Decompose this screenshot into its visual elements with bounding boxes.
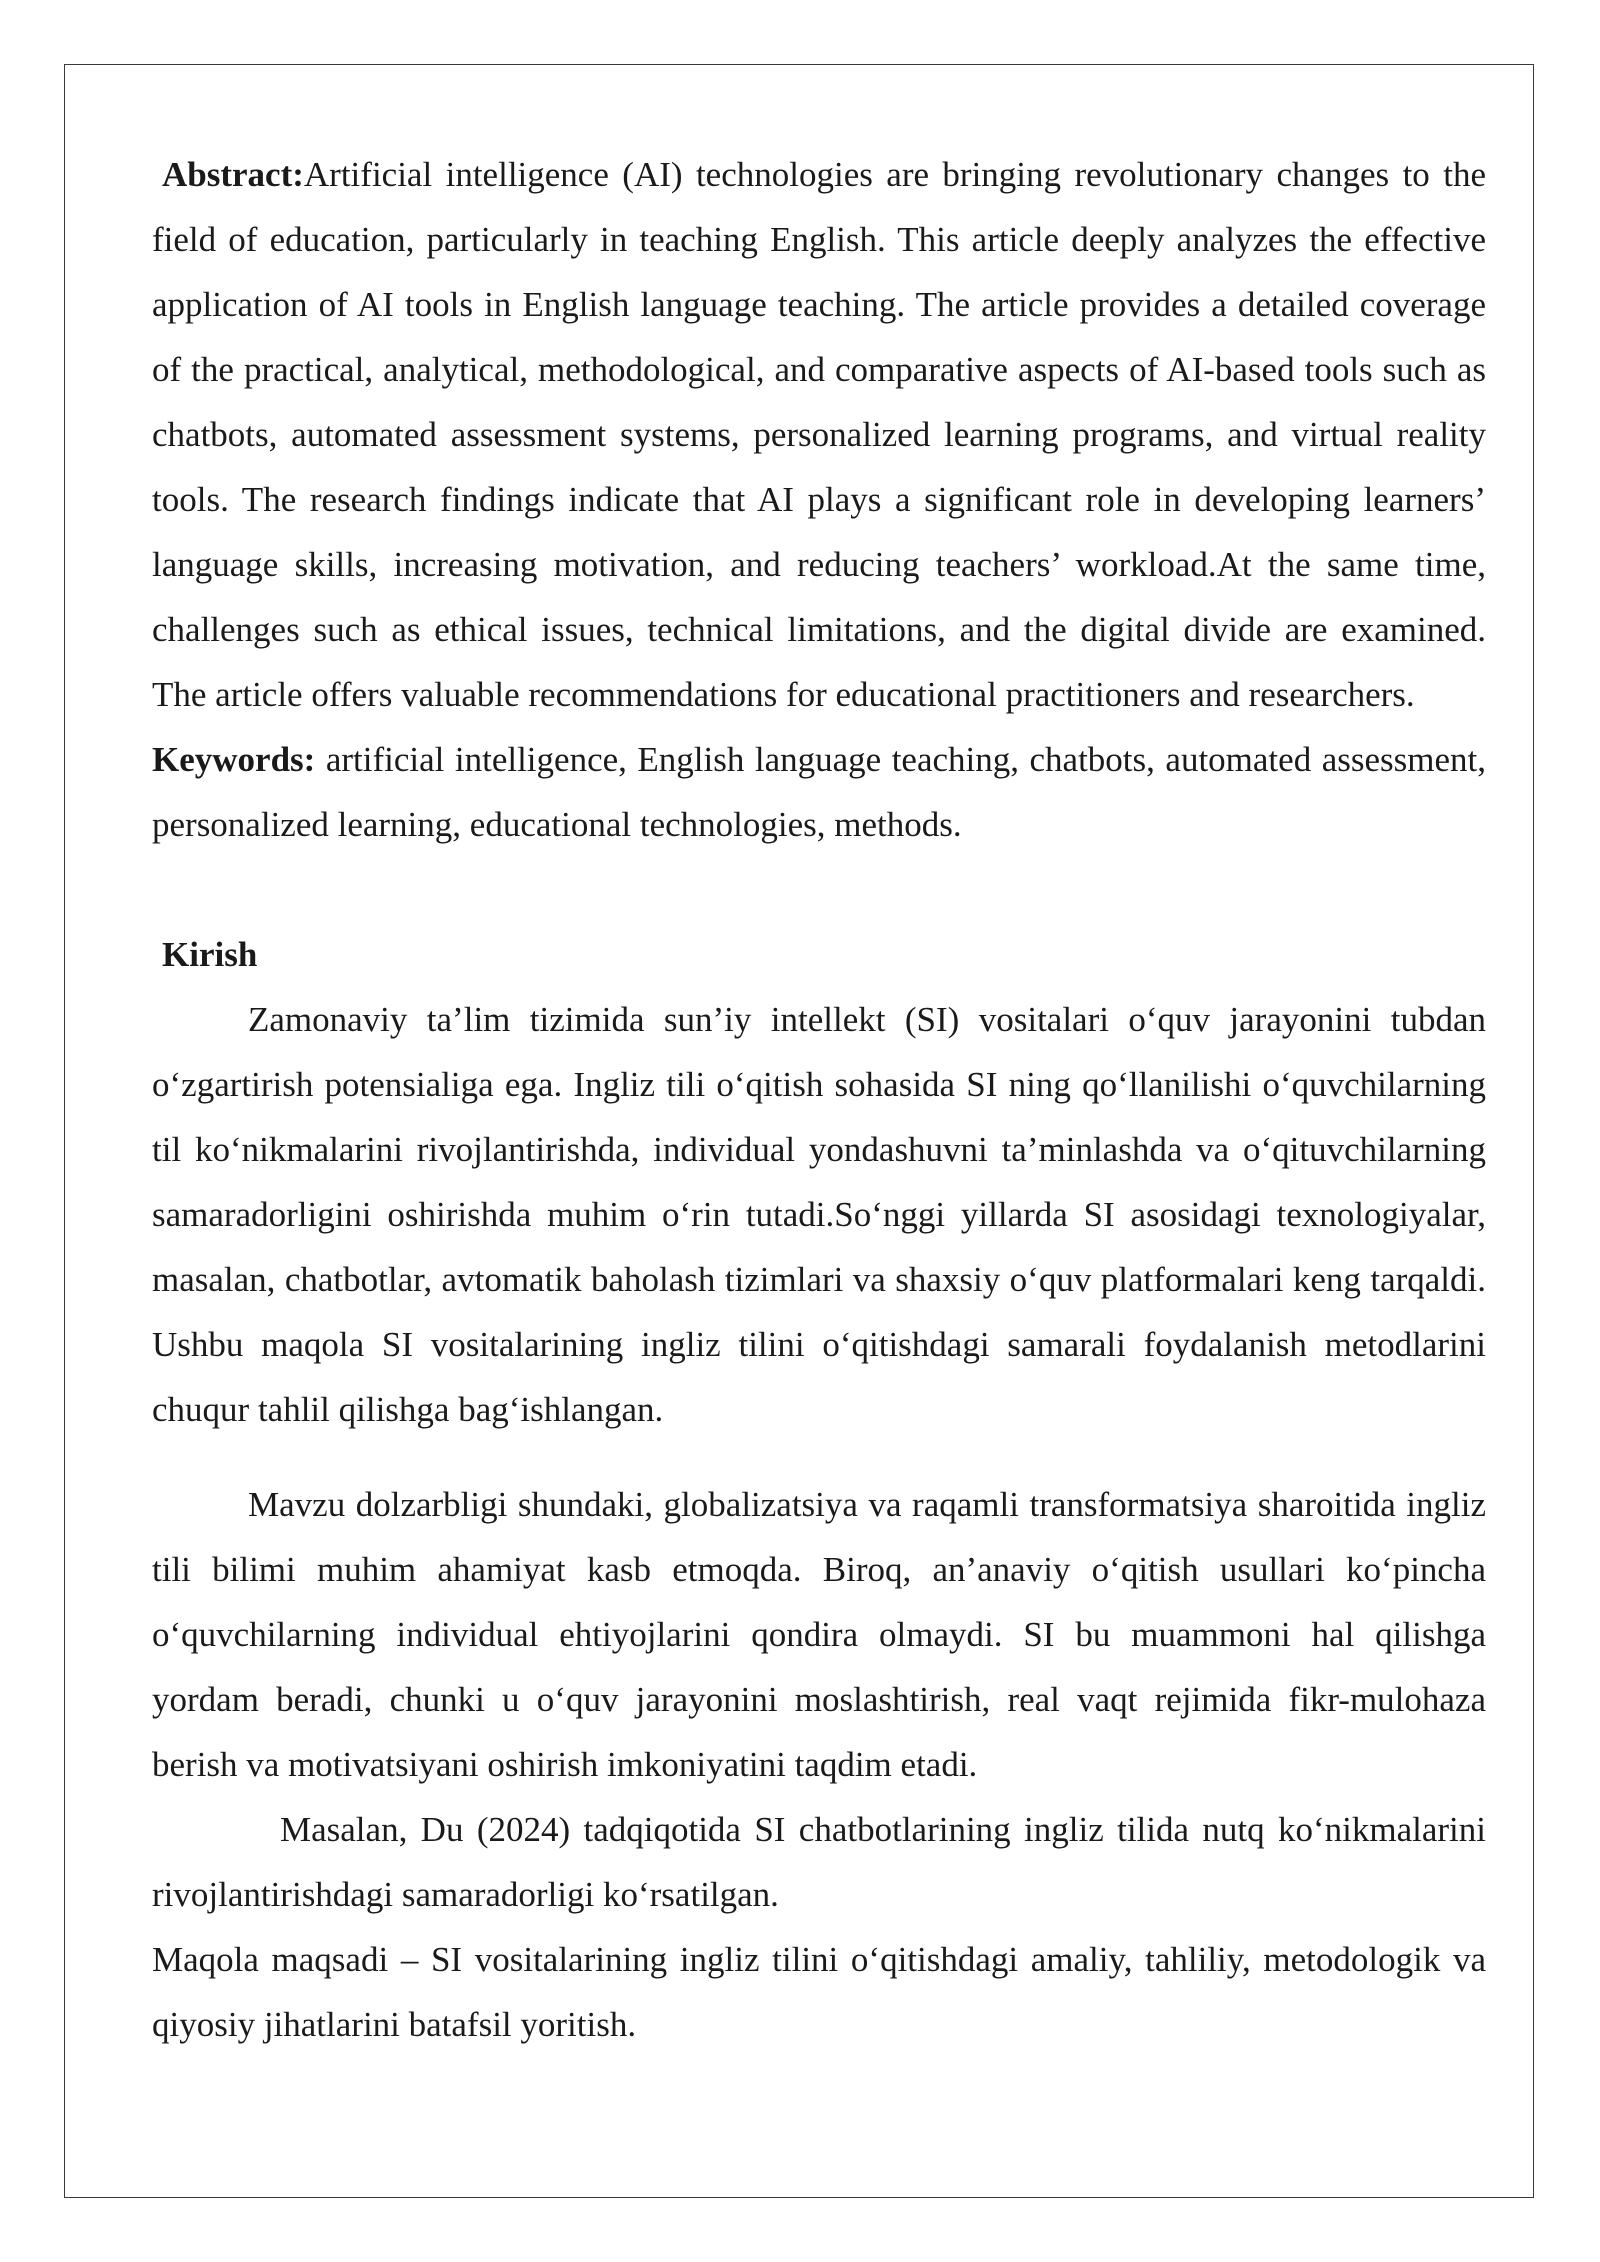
intro-paragraph-3: Masalan, Du (2024) tadqiqotida SI chatbotlarining ingliz tilida nutq ko‘nikmalarini rivojlantirishdagi samaradorligi ko‘rsatilgan. [152, 1810, 1486, 1914]
abstract-label: Abstract: [162, 155, 304, 194]
abstract-paragraph [152, 142, 1486, 727]
keywords-label: Keywords: [152, 740, 316, 779]
section-heading-kirish: Kirish [162, 935, 258, 974]
intro-paragraph-2: Mavzu dolzarbligi shundaki, globalizatsiya va raqamli transformatsiya sharoitida ingliz tili bilimi muhim ahamiyat kasb etmoqda. Biroq, an’anaviy o‘qitish usullari ko‘pincha o‘quvchilarning individual ehtiyojlarini qondira olmaydi. SI bu muammoni hal qilishga yordam beradi, chunki u o‘quv jarayonini moslashtirish, real vaqt rejimida fikr-mulohaza berish va motivatsiyani oshirish imkoniyatini taqdim etadi. [152, 1485, 1486, 1784]
document-body [152, 142, 1486, 2057]
intro-paragraph-1: Zamonaviy ta’lim tizimida sun’iy intellekt (SI) vositalari o‘quv jarayonini tubdan o‘zgartirish potensialiga ega. Ingliz tili o‘qitish sohasida SI ning qo‘llanilishi o‘quvchilarning til ko‘nikmalarini rivojlantirishda, individual yondashuvni ta’minlashda va o‘qituvchilarning samaradorligini oshirishda muhim o‘rin tutadi.So‘nggi yillarda SI asosidagi texnologiyalar, masalan, chatbotlar, avtomatik baholash tizimlari va shaxsiy o‘quv platformalari keng tarqaldi. Ushbu maqola SI vositalarining ingliz tilini o‘qitishdagi samarali foydalanish metodlarini chuqur tahlil qilishga bag‘ishlangan. [152, 1000, 1486, 1429]
keywords-text: artificial intelligence, English language teaching, chatbots, automated assessment, personalized learning, educational technologies, methods. [152, 740, 1486, 844]
abstract-text: Artificial intelligence (AI) technologies are bringing revolutionary changes to the field of education, particularly in teaching English. This article deeply analyzes the effective application of AI tools in English language teaching. The article provides a detailed coverage of the practical, analytical, methodological, and comparative aspects of AI-based tools such as chatbots, automated assessment systems, personalized learning programs, and virtual reality tools. The research findings indicate that AI plays a significant role in developing learners’ language skills, increasing motivation, and reducing teachers’ workload.At the same time, challenges such as ethical issues, technical limitations, and the digital divide are examined. The article offers valuable recommendations for educational practitioners and researchers. [152, 155, 1486, 714]
intro-paragraph-4: Maqola maqsadi – SI vositalarining ingliz tilini o‘qitishdagi amaliy, tahliliy, metodologik va qiyosiy jihatlarini batafsil yoritish. [152, 1940, 1486, 2044]
keywords-paragraph [152, 727, 1486, 857]
